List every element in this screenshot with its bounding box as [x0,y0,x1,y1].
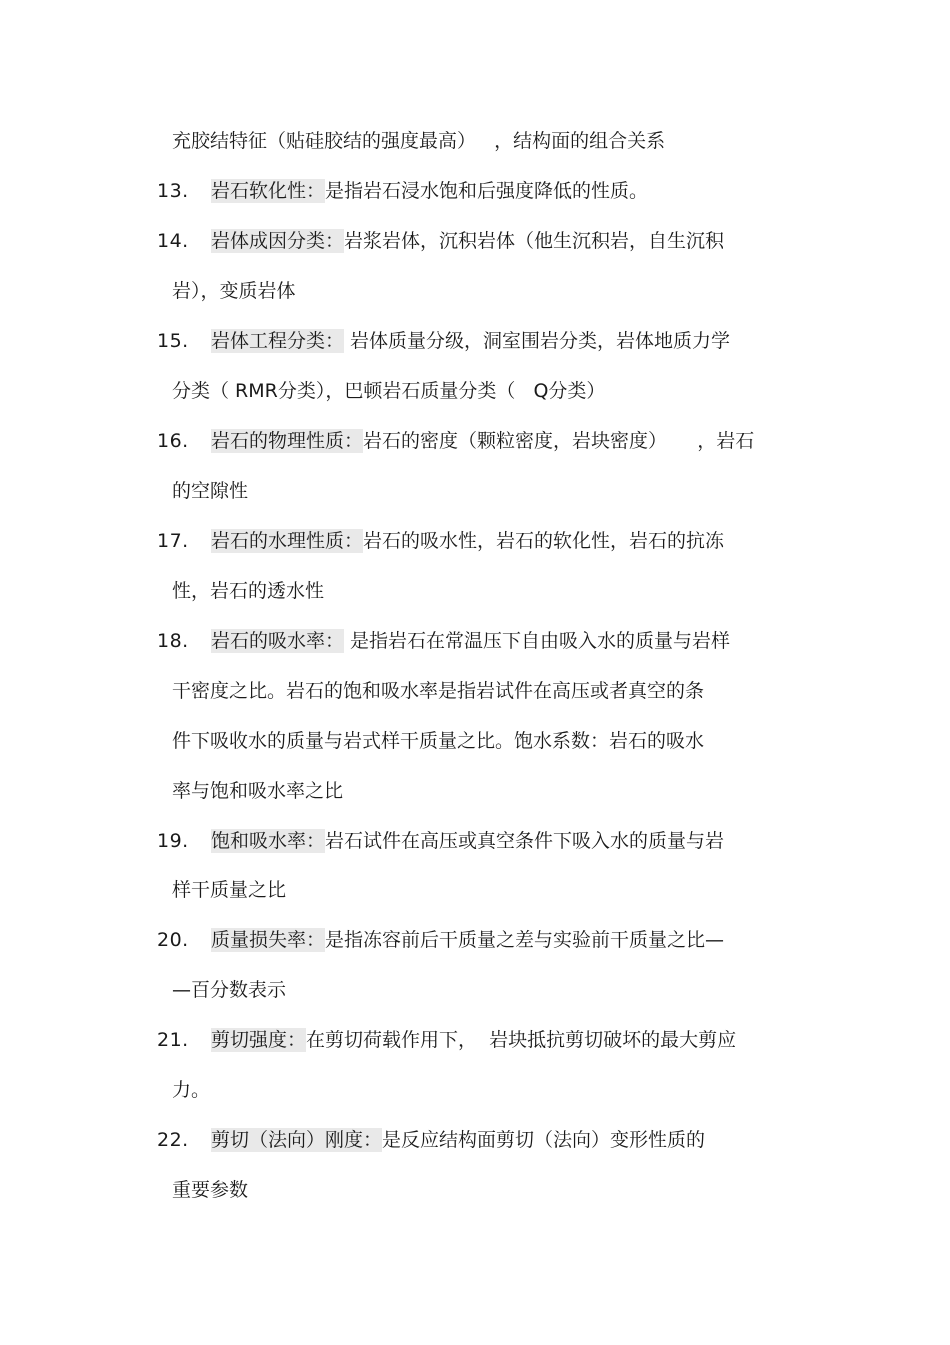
item-definition: 是指冻容前后干质量之差与实验前干质量之比— [325,929,725,951]
item-continuation: 件下吸收水的质量与岩式样干质量之比。饱水系数：岩石的吸水 [172,730,705,752]
item-term: 岩石的吸水率： [211,630,345,652]
item-continuation: 性，岩石的透水性 [172,580,325,602]
item-definition: 在剪切荷载作用下， 岩块抵抗剪切破坏的最大剪应 [306,1029,737,1051]
item-number: 17. [157,530,189,552]
item-number: 20. [157,929,189,951]
item-continuation: 分类（ RMR分类），巴顿岩石质量分类（ Q分类） [172,380,606,402]
item-term: 岩石的物理性质： [211,430,364,452]
item-first-line [211,328,730,354]
item-definition: 是指岩石在常温压下自由吸入水的质量与岩样 [344,630,731,652]
item-number: 14. [157,230,189,252]
item-number: 13. [157,180,189,202]
item-first-line [211,628,730,654]
item-first-line [211,178,648,204]
item-continuation: 干密度之比。岩石的饱和吸水率是指岩试件在高压或者真空的条 [172,680,705,702]
item-first-line [211,528,724,554]
item-number: 19. [157,830,189,852]
item-definition: 岩石试件在高压或真空条件下吸入水的质量与岩 [325,830,725,852]
item-continuation: 的空隙性 [172,480,249,502]
item-continuation: 重要参数 [172,1179,249,1201]
item-term: 岩石的水理性质： [211,530,364,552]
item-number: 18. [157,630,189,652]
item-first-line [211,828,724,854]
item-continuation: —百分数表示 [172,979,287,1001]
item-number: 15. [157,330,189,352]
item-term: 岩体成因分类： [211,230,345,252]
item-definition: 岩石的吸水性，岩石的软化性，岩石的抗冻 [363,530,725,552]
item-term: 质量损失率： [211,929,326,951]
item-term: 岩石软化性： [211,180,326,202]
item-number: 16. [157,430,189,452]
item-first-line [211,1127,705,1153]
item-number: 21. [157,1029,189,1051]
item-definition: 岩体质量分级，洞室围岩分类，岩体地质力学 [344,330,731,352]
item-first-line [211,228,724,254]
item-term: 岩体工程分类： [211,330,345,352]
item-term: 饱和吸水率： [211,830,326,852]
item-first-line [211,428,754,454]
item-definition: 岩浆岩体，沉积岩体（他生沉积岩，自生沉积 [344,230,725,252]
item-continuation: 率与饱和吸水率之比 [172,780,344,802]
item-definition: 是指岩石浸水饱和后强度降低的性质。 [325,180,649,202]
item-term: 剪切强度： [211,1029,307,1051]
item-number: 22. [157,1129,189,1151]
item-continuation: 岩），变质岩体 [172,280,296,302]
item-continuation: 力。 [172,1079,211,1101]
intro-text: 充胶结特征（贴硅胶结的强度最高） ，结构面的组合关系 [172,130,666,152]
item-definition: 岩石的密度（颗粒密度，岩块密度） ，岩石 [363,430,755,452]
item-continuation: 样干质量之比 [172,879,287,901]
item-definition: 是反应结构面剪切（法向）变形性质的 [382,1129,706,1151]
item-first-line [211,927,724,953]
item-term: 剪切（法向）刚度： [211,1129,383,1151]
item-first-line [211,1027,736,1053]
